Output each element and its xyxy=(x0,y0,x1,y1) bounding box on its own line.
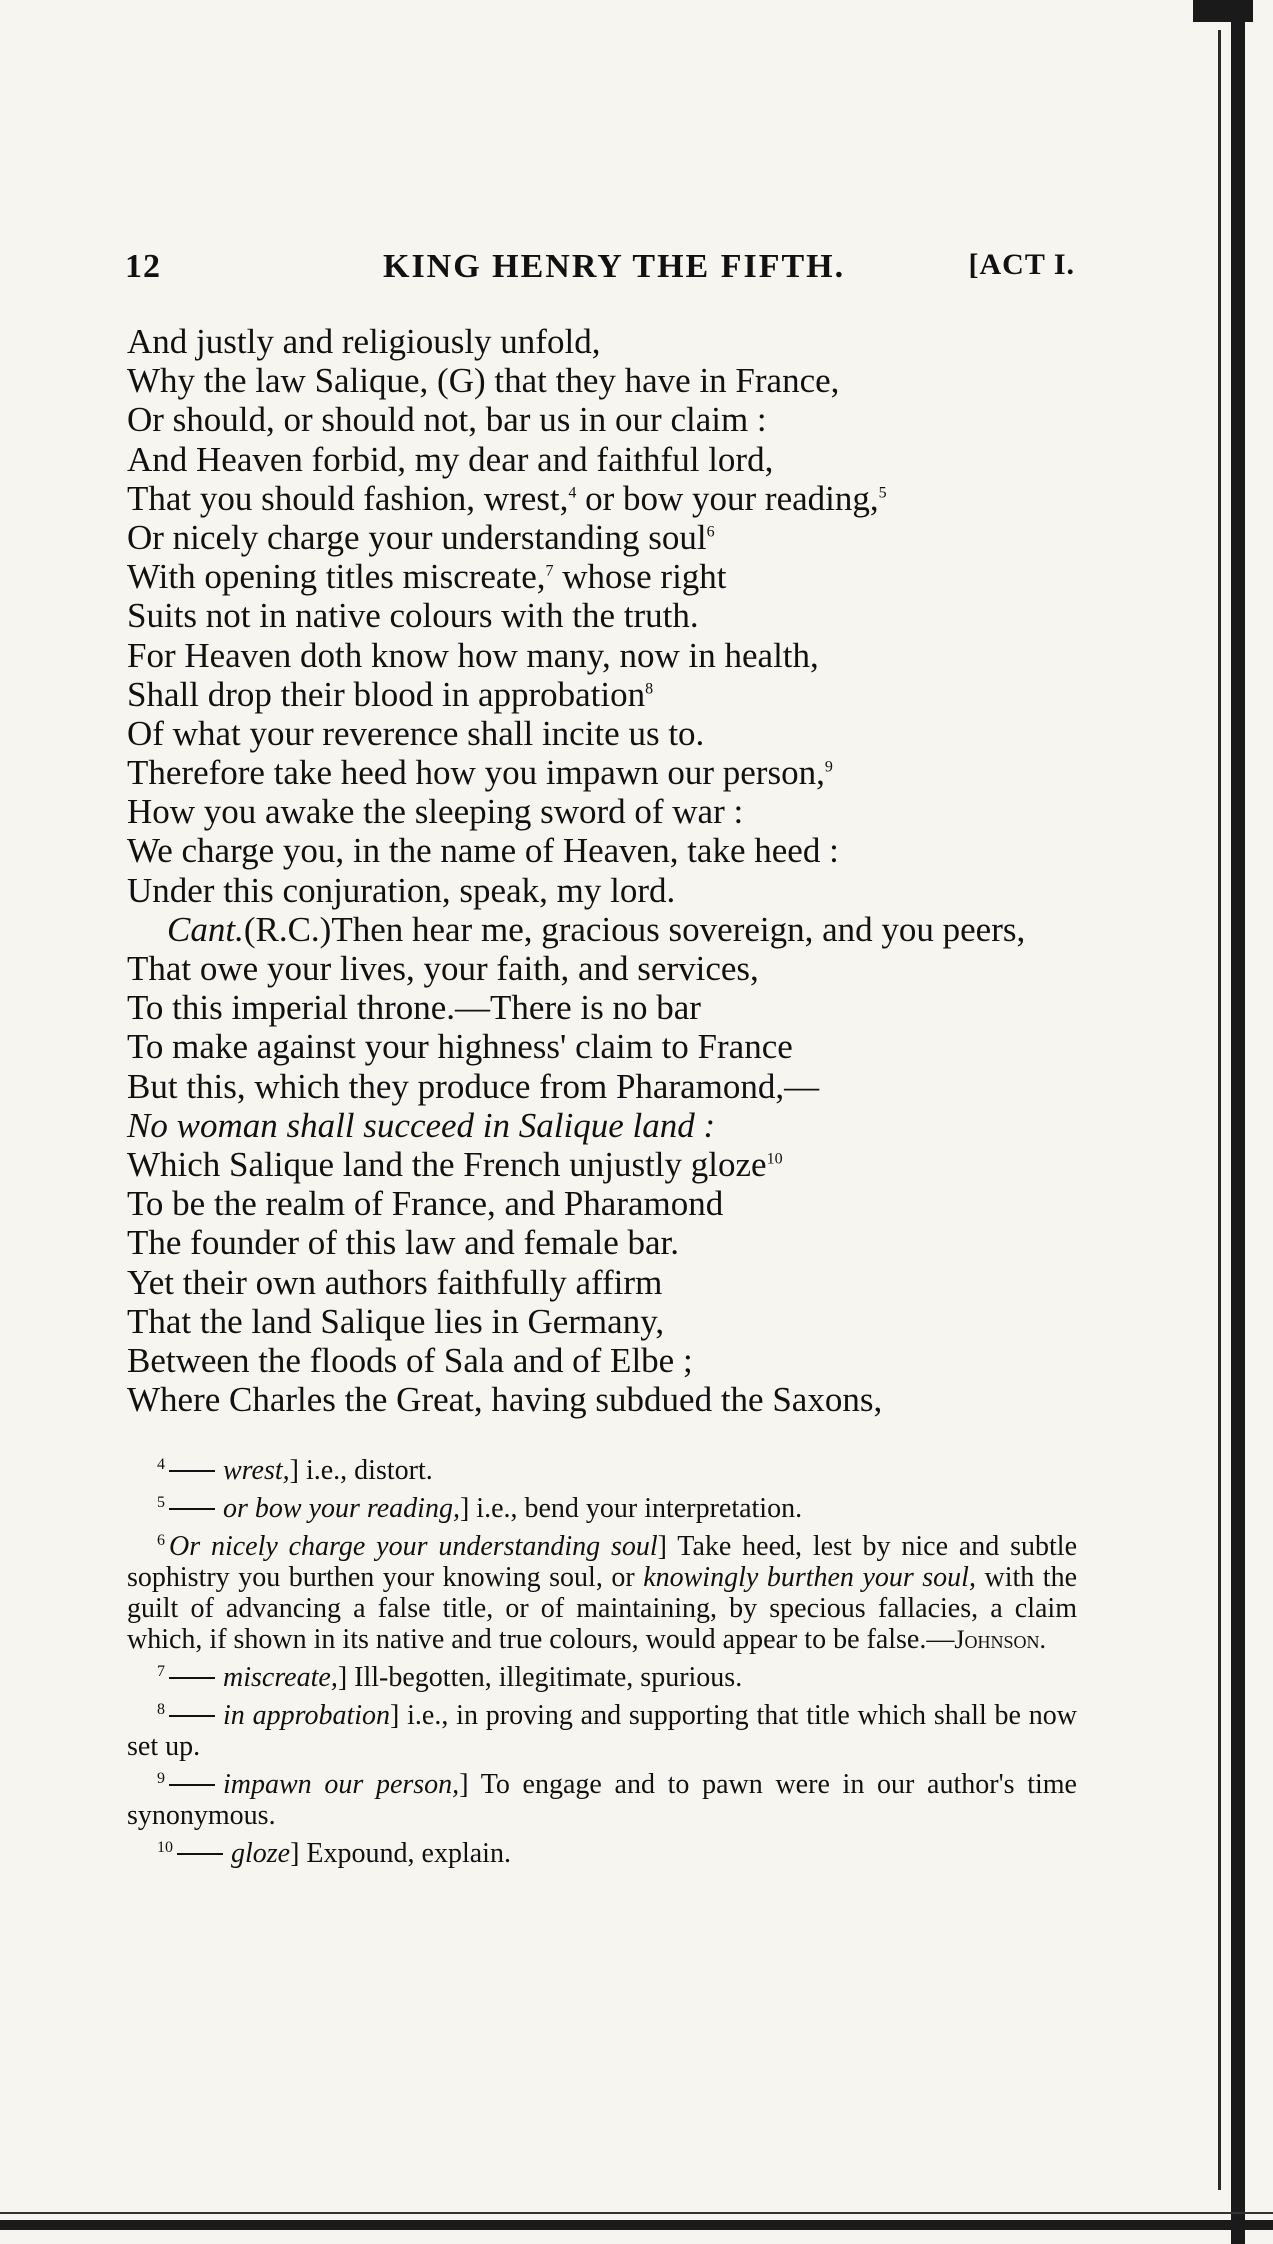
verse-line xyxy=(127,675,1087,714)
footnote-text: ] i.e., bend your interpretation. xyxy=(459,1493,803,1524)
verse-text: (R.C.)Then hear me, gracious sovereign, and you peers, xyxy=(243,909,1026,949)
verse-text: And Heaven forbid, my dear and faithful lord, xyxy=(127,439,774,479)
footnote-text: ] Expound, explain. xyxy=(290,1838,511,1869)
speaker-name: Cant. xyxy=(167,909,244,949)
verse-text: The founder of this law and female bar. xyxy=(127,1223,680,1263)
footnote-marker: 7 xyxy=(545,562,554,580)
verse-text: or bow your reading, xyxy=(576,478,879,518)
verse-line xyxy=(127,479,1087,518)
footnote xyxy=(127,1838,1077,1869)
verse-text: Yet their own authors faithfully affirm xyxy=(127,1262,663,1302)
footnote-reference: in approbation xyxy=(223,1700,391,1731)
footnote-marker: 10 xyxy=(766,1150,783,1168)
scan-bottom-edge xyxy=(0,2220,1273,2230)
verse-line xyxy=(127,714,1087,753)
footnote-text: ] i.e., in proving and supporting that title which shall be now set up. xyxy=(127,1700,1077,1762)
verse-block xyxy=(127,322,1087,1419)
footnote-number: 6 xyxy=(157,1531,165,1549)
act-label: [ACT I. xyxy=(968,248,1075,281)
running-header xyxy=(125,248,1085,298)
verse-line xyxy=(127,440,1087,479)
ditto-dash xyxy=(177,1853,223,1855)
verse-text: But this, which they produce from Pharamond,— xyxy=(127,1066,820,1106)
verse-text: To make against your highness' claim to France xyxy=(127,1027,793,1067)
footnote-marker: 4 xyxy=(568,484,577,502)
scan-bottom-rule xyxy=(0,2212,1273,2214)
footnote-number: 10 xyxy=(157,1838,173,1856)
verse-text: Between the floods of Sala and of Elbe ; xyxy=(127,1340,693,1380)
verse-line xyxy=(127,792,1087,831)
ditto-dash xyxy=(169,1508,215,1510)
verse-text: How you awake the sleeping sword of war : xyxy=(127,792,744,832)
footnote-reference: knowingly burthen your soul, xyxy=(643,1562,976,1593)
verse-line xyxy=(127,831,1087,870)
footnote-number: 9 xyxy=(157,1769,165,1787)
footnote-marker: 9 xyxy=(824,758,833,776)
footnote xyxy=(127,1455,1077,1486)
verse-text: Under this conjuration, speak, my lord. xyxy=(127,870,676,910)
scan-right-edge xyxy=(1231,0,1245,2244)
footnote-text: ] Ill-begotten, illegitimate, spurious. xyxy=(337,1662,743,1693)
verse-line xyxy=(127,1106,1087,1145)
verse-text: We charge you, in the name of Heaven, take heed : xyxy=(127,831,839,871)
verse-line xyxy=(127,871,1087,910)
verse-text: whose right xyxy=(553,557,727,597)
verse-text: With opening titles miscreate, xyxy=(127,557,546,597)
verse-text: Or nicely charge your understanding soul xyxy=(127,517,707,557)
verse-text: To be the realm of France, and Pharamond xyxy=(127,1184,724,1224)
verse-line xyxy=(127,949,1087,988)
footnote xyxy=(127,1493,1077,1524)
footnote-number: 8 xyxy=(157,1700,165,1718)
verse-text: For Heaven doth know how many, now in health, xyxy=(127,635,819,675)
verse-text: That owe your lives, your faith, and services, xyxy=(127,949,759,988)
scan-right-rule xyxy=(1218,30,1221,2190)
footnote-number: 7 xyxy=(157,1662,165,1680)
footnote-number: 5 xyxy=(157,1493,165,1511)
footnote-text: ] To engage and to pawn were in our author's time synonymous. xyxy=(127,1769,1077,1831)
verse-text: Where Charles the Great, having subdued the Saxons, xyxy=(127,1380,883,1420)
verse-line xyxy=(127,1145,1087,1184)
footnote-reference: gloze xyxy=(231,1838,291,1869)
footnote-marker: 6 xyxy=(706,523,715,541)
verse-line xyxy=(127,1027,1087,1066)
verse-line xyxy=(127,1341,1087,1380)
verse-text: Shall drop their blood in approbation xyxy=(127,674,646,714)
verse-text: Therefore take heed how you impawn our person, xyxy=(127,753,825,793)
verse-line xyxy=(127,400,1087,439)
running-title: KING HENRY THE FIFTH. xyxy=(383,248,846,285)
ditto-dash xyxy=(169,1715,215,1717)
verse-line xyxy=(127,322,1087,361)
footnote-text: ] Take heed, lest by nice and subtle sophistry you burthen your knowing soul, or xyxy=(127,1531,1077,1593)
verse-line xyxy=(127,1263,1087,1302)
ditto-dash xyxy=(169,1677,215,1679)
footnote-reference: miscreate, xyxy=(223,1662,338,1693)
verse-line xyxy=(127,557,1087,596)
page-number: 12 xyxy=(125,248,161,285)
verse-text: Suits not in native colours with the truth. xyxy=(127,596,699,636)
footnote-text: ] i.e., distort. xyxy=(289,1455,433,1486)
footnote-number: 4 xyxy=(157,1455,165,1473)
verse-line xyxy=(127,518,1087,557)
footnote-marker: 8 xyxy=(645,680,654,698)
verse-line xyxy=(127,910,1087,949)
verse-text: That the land Salique lies in Germany, xyxy=(127,1301,665,1341)
verse-text: No woman shall succeed in Salique land : xyxy=(127,1105,716,1145)
verse-text: Why the law Salique, (G) that they have in France, xyxy=(127,361,840,401)
verse-text: That you should fashion, wrest, xyxy=(127,478,569,518)
verse-line xyxy=(127,361,1087,400)
verse-text: To this imperial throne.—There is no bar xyxy=(127,988,701,1028)
verse-text: Or should, or should not, bar us in our claim : xyxy=(127,400,767,440)
footnote-author: Johnson. xyxy=(954,1625,1046,1654)
footnote xyxy=(127,1531,1077,1655)
verse-line xyxy=(127,1302,1087,1341)
verse-text: Which Salique land the French unjustly gloze xyxy=(127,1144,767,1184)
verse-text: Of what your reverence shall incite us to. xyxy=(127,713,705,753)
footnotes xyxy=(127,1455,1077,1876)
ditto-dash xyxy=(169,1470,215,1472)
footnote-marker: 5 xyxy=(878,484,887,502)
footnote-reference: Or nicely charge your understanding soul xyxy=(169,1531,658,1562)
footnote xyxy=(127,1769,1077,1831)
verse-line xyxy=(127,988,1087,1027)
verse-line xyxy=(127,596,1087,635)
verse-line xyxy=(127,1184,1087,1223)
footnote xyxy=(127,1662,1077,1693)
footnote-reference: or bow your reading, xyxy=(223,1493,460,1524)
verse-line xyxy=(127,1223,1087,1262)
footnote-text: with the guilt of advancing a false title, or of maintaining, by specious fallacies, a claim which, if shown in its native and true colours, would appear to be false.— xyxy=(127,1562,1077,1655)
footnote xyxy=(127,1700,1077,1762)
verse-line xyxy=(127,636,1087,675)
verse-line xyxy=(127,1380,1087,1419)
footnote-reference: wrest, xyxy=(223,1455,290,1486)
verse-line xyxy=(127,1067,1087,1106)
footnote-reference: impawn our person, xyxy=(223,1769,460,1800)
ditto-dash xyxy=(169,1784,215,1786)
verse-line xyxy=(127,753,1087,792)
verse-text: And justly and religiously unfold, xyxy=(127,322,601,361)
